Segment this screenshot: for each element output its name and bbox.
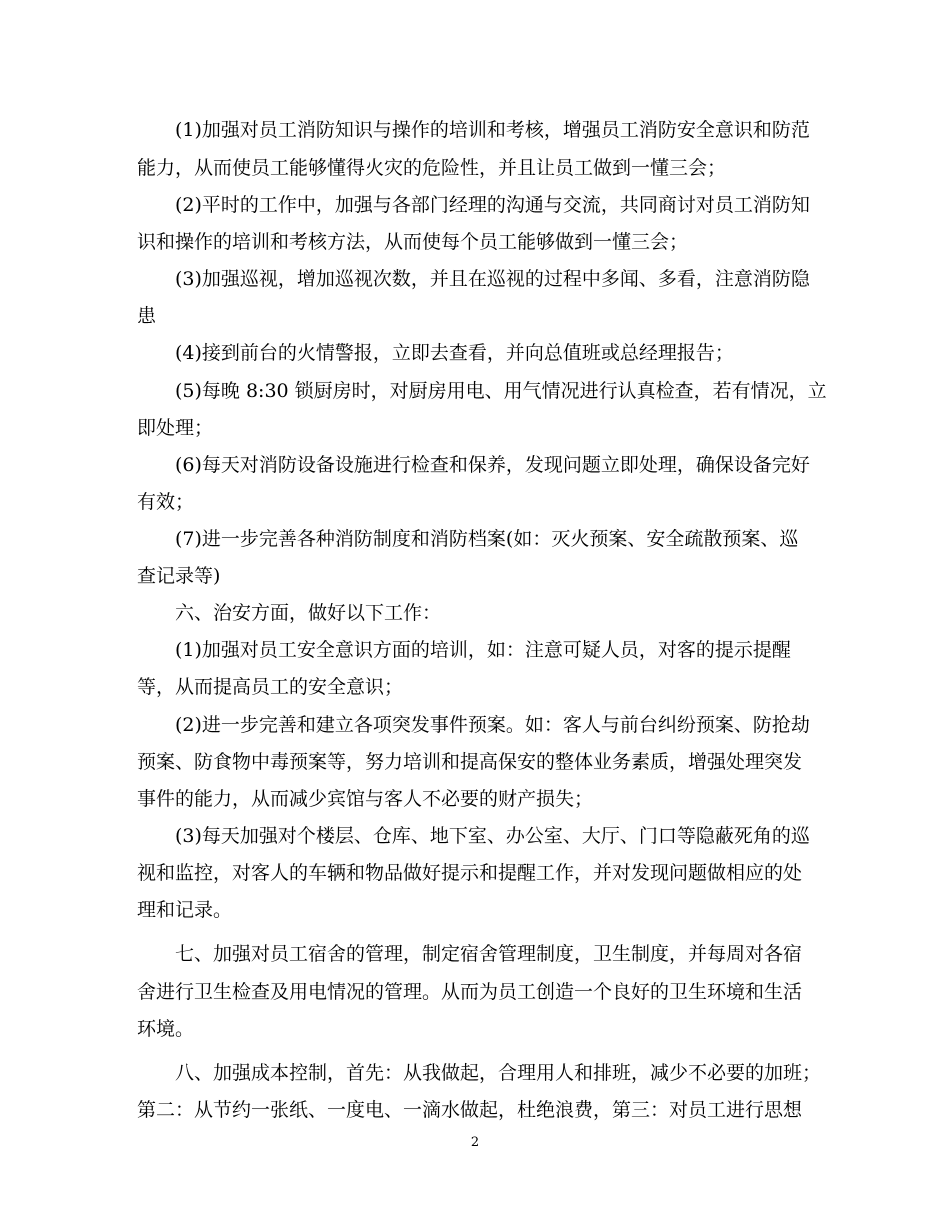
page-number: 2 — [470, 1135, 480, 1150]
paragraph-line: 理和记录。 — [137, 899, 233, 921]
paragraph-line: 预案、防食物中毒预案等，努力培训和提高保安的整体业务素质，增强处理突发 — [137, 751, 803, 773]
paragraph-line: (2)平时的工作中，加强与各部门经理的沟通与交流，共同商讨对员工消防知 — [175, 194, 810, 216]
paragraph-line: (7)进一步完善各种消防制度和消防档案(如：灭火预案、安全疏散预案、巡 — [175, 528, 799, 550]
section-heading-line: 八、加强成本控制，首先：从我做起，合理用人和排班，减少不必要的加班； — [175, 1062, 822, 1084]
paragraph-line: 查记录等) — [137, 565, 221, 587]
paragraph-line: 即处理； — [137, 417, 214, 439]
section-heading-line: 七、加强对员工宿舍的管理，制定宿舍管理制度，卫生制度，并每周对各宿 — [175, 943, 803, 965]
paragraph-line: 视和监控，对客人的车辆和物品做好提示和提醒工作，并对发现问题做相应的处 — [137, 862, 803, 884]
paragraph-line: 环境。 — [137, 1018, 195, 1040]
paragraph-line: (3)每天加强对个楼层、仓库、地下室、办公室、大厅、门口等隐蔽死角的巡 — [175, 825, 810, 847]
paragraph-line: 有效； — [137, 491, 195, 513]
paragraph-line: (4)接到前台的火情警报，立即去查看，并向总值班或总经理报告； — [175, 342, 734, 364]
paragraph-line: (2)进一步完善和建立各项突发事件预案。如：客人与前台纠纷预案、防抢劫 — [175, 714, 810, 736]
paragraph-line: 第二：从节约一张纸、一度电、一滴水做起，杜绝浪费，第三：对员工进行思想 — [137, 1099, 803, 1121]
paragraph-line: 等，从而提高员工的安全意识； — [137, 676, 404, 698]
paragraph-line: 事件的能力，从而减少宾馆与客人不必要的财产损失； — [137, 788, 594, 810]
paragraph-line: (1)加强对员工安全意识方面的培训，如：注意可疑人员，对客的提示提醒 — [175, 639, 791, 661]
paragraph-line: (1)加强对员工消防知识与操作的培训和考核，增强员工消防安全意识和防范 — [175, 119, 810, 141]
paragraph-line: 识和操作的培训和考核方法，从而使每个员工能够做到一懂三会； — [137, 231, 689, 253]
section-heading-line: 六、治安方面，做好以下工作： — [175, 602, 442, 624]
paragraph-line: 能力，从而使员工能够懂得火灾的危险性，并且让员工做到一懂三会； — [137, 157, 727, 179]
paragraph-line: (6)每天对消防设备设施进行检查和保养，发现问题立即处理，确保设备完好 — [175, 454, 810, 476]
paragraph-line: 舍进行卫生检查及用电情况的管理。从而为员工创造一个良好的卫生环境和生活 — [137, 981, 803, 1003]
paragraph-line: 患 — [137, 305, 157, 327]
paragraph-line: (5)每晚 8:30 锁厨房时，对厨房用电、用气情况进行认真检查，若有情况，立 — [175, 380, 827, 402]
paragraph-line: (3)加强巡视，增加巡视次数，并且在巡视的过程中多闻、多看，注意消防隐 — [175, 268, 810, 290]
